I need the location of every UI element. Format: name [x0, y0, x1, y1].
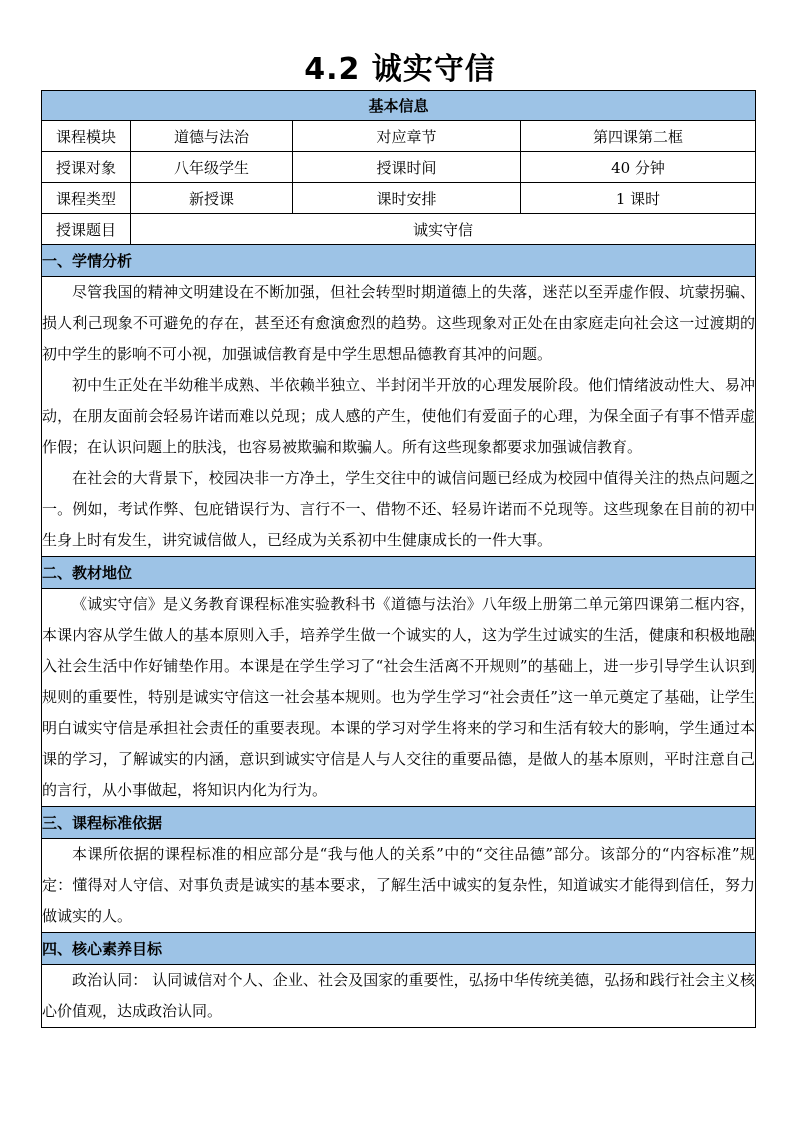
basic-info-header: 基本信息	[42, 91, 756, 121]
info-value: 40 分钟	[521, 152, 756, 183]
topic-label: 授课题目	[42, 214, 131, 245]
info-label: 授课时间	[293, 152, 521, 183]
info-label: 授课对象	[42, 152, 131, 183]
info-label: 课时安排	[293, 183, 521, 214]
section-body	[42, 277, 756, 557]
section-heading-textbook-position: 二、教材地位	[42, 557, 756, 589]
info-value: 第四课第二框	[521, 121, 756, 152]
paragraph: 初中生正处在半幼稚半成熟、半依赖半独立、半封闭半开放的心理发展阶段。他们情绪波动性大、易冲动，在朋友面前会轻易许诺而难以兑现；成人感的产生，使他们有爱面子的心理，为保全面子有事不惜弄虚作假；在认识问题上的肤浅，也容易被欺骗和欺骗人。所有这些现象都要求加强诚信教育。	[42, 376, 756, 456]
info-label: 对应章节	[293, 121, 521, 152]
paragraph: 本课所依据的课程标准的相应部分是“我与他人的关系”中的“交往品德”部分。该部分的“内容标准”规定：懂得对人守信、对事负责是诚实的基本要求，了解生活中诚实的复杂性，知道诚实才能得到信任，努力做诚实的人。	[42, 845, 756, 925]
section-header-row	[42, 245, 756, 277]
info-value: 新授课	[131, 183, 293, 214]
section-heading-curriculum-standard: 三、课程标准依据	[42, 807, 756, 839]
section-body-row	[42, 965, 756, 1028]
section-body-row	[42, 277, 756, 557]
info-row	[42, 121, 756, 152]
paragraph: 尽管我国的精神文明建设在不断加强，但社会转型时期道德上的失落，迷茫以至弄虚作假、坑蒙拐骗、损人利己现象不可避免的存在，甚至还有愈演愈烈的趋势。这些现象对正处在由家庭走向社会这一过渡期的初中学生的影响不可小视，加强诚信教育是中学生思想品德教育其冲的问题。	[42, 283, 756, 363]
paragraph: 政治认同： 认同诚信对个人、企业、社会及国家的重要性，弘扬中华传统美德，弘扬和践行社会主义核心价值观，达成政治认同。	[42, 971, 756, 1020]
section-body	[42, 839, 756, 933]
info-label: 课程模块	[42, 121, 131, 152]
info-value: 八年级学生	[131, 152, 293, 183]
info-value: 道德与法治	[131, 121, 293, 152]
section-body-row	[42, 589, 756, 807]
lesson-plan-table	[41, 90, 756, 1028]
info-value: 1 课时	[521, 183, 756, 214]
section-body	[42, 589, 756, 807]
paragraph: 在社会的大背景下，校园决非一方净土，学生交往中的诚信问题已经成为校园中值得关注的热点问题之一。例如，考试作弊、包庇错误行为、言行不一、借物不还、轻易许诺而不兑现等。这些现象在目前的初中生身上时有发生，讲究诚信做人，已经成为关系初中生健康成长的一件大事。	[42, 469, 756, 549]
info-row	[42, 183, 756, 214]
section-heading-student-analysis: 一、学情分析	[42, 245, 756, 277]
section-body	[42, 965, 756, 1028]
section-heading-core-literacy: 四、核心素养目标	[42, 933, 756, 965]
section-header-row	[42, 557, 756, 589]
page-title: 4.2 诚实守信	[304, 52, 496, 87]
section-body-row	[42, 839, 756, 933]
topic-row	[42, 214, 756, 245]
paragraph: 《诚实守信》是义务教育课程标准实验教科书《道德与法治》八年级上册第二单元第四课第二框内容，本课内容从学生做人的基本原则入手，培养学生做一个诚实的人，这为学生过诚实的生活，健康和积极地融入社会生活中作好铺垫作用。本课是在学生学习了“社会生活离不开规则”的基础上，进一步引导学生认识到规则的重要性，特别是诚实守信这一社会基本规则。也为学生学习“社会责任”这一单元奠定了基础，让学生明白诚实守信是承担社会责任的重要表现。本课的学习对学生将来的学习和生活有较大的影响，学生通过本课的学习，了解诚实的内涵，意识到诚实守信是人与人交往的重要品德，是做人的基本原则，平时注意自己的言行，从小事做起，将知识内化为行为。	[42, 595, 756, 799]
section-header-row	[42, 807, 756, 839]
basic-info-header-row	[42, 91, 756, 121]
topic-value: 诚实守信	[131, 214, 756, 245]
info-row	[42, 152, 756, 183]
section-header-row	[42, 933, 756, 965]
info-label: 课程类型	[42, 183, 131, 214]
